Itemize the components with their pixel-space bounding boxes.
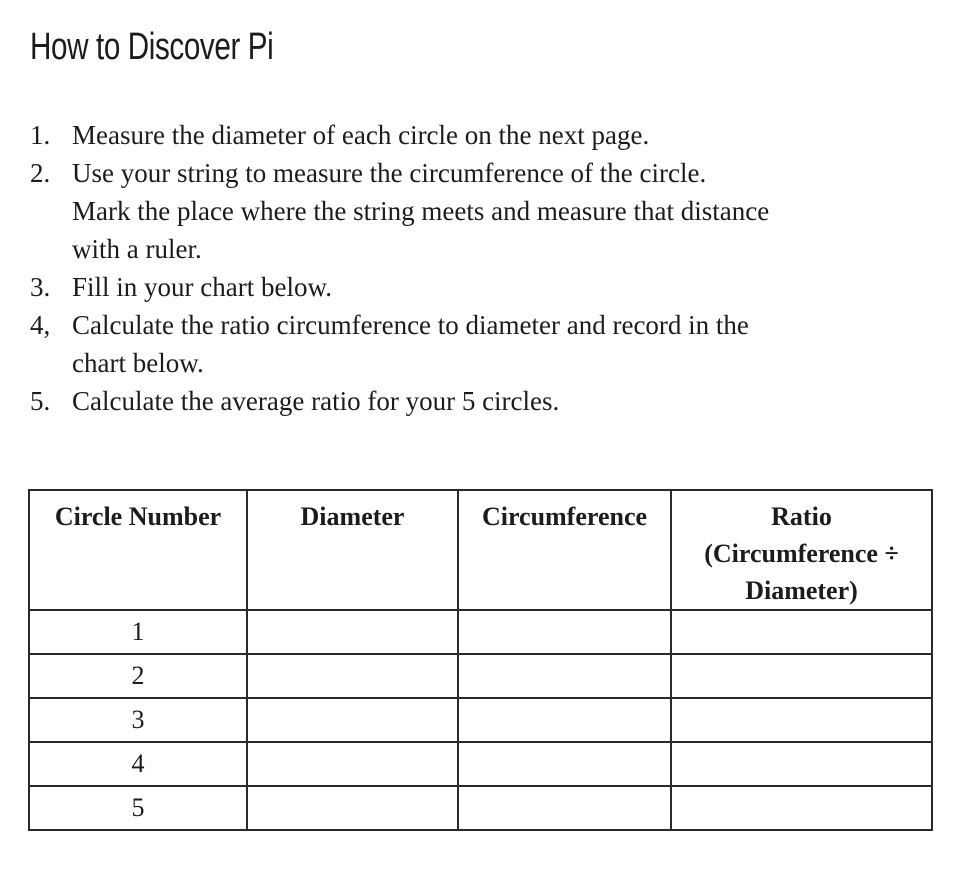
- step-text: Use your string to measure the circumference of the circle.: [72, 158, 707, 188]
- step-number: 2.: [30, 158, 51, 188]
- header-circumference: [458, 490, 671, 610]
- step-text: Calculate the average ratio for your 5 circles.: [72, 386, 560, 416]
- pi-chart-table: [28, 489, 933, 831]
- table-row: [29, 742, 932, 786]
- header-label: Circumference: [481, 502, 648, 531]
- table-header-row: [29, 490, 932, 610]
- step-number: 3.: [30, 272, 51, 302]
- header-label: Ratio: [771, 502, 832, 531]
- instructions-list: [30, 116, 930, 420]
- table-row: [29, 786, 932, 830]
- cell-ratio[interactable]: [671, 654, 932, 698]
- header-diameter: [247, 490, 458, 610]
- cell-diameter[interactable]: [247, 698, 458, 742]
- step-text: Fill in your chart below.: [72, 272, 332, 302]
- cell-diameter[interactable]: [247, 610, 458, 654]
- cell-circle-number: 2: [29, 654, 247, 698]
- table-row: [29, 698, 932, 742]
- step-item: [30, 306, 930, 382]
- header-label: Diameter: [300, 502, 405, 531]
- header-ratio: [671, 490, 932, 610]
- step-number: 5.: [30, 386, 51, 416]
- cell-circle-number: 1: [29, 610, 247, 654]
- step-item: [30, 116, 930, 154]
- cell-ratio[interactable]: [671, 610, 932, 654]
- step-item: [30, 268, 930, 306]
- cell-diameter[interactable]: [247, 654, 458, 698]
- cell-circumference[interactable]: [458, 742, 671, 786]
- cell-circle-number: 5: [29, 786, 247, 830]
- step-number: 4,: [30, 310, 51, 340]
- header-label: (Circumference ÷: [704, 539, 899, 568]
- page-title: How to Discover Pi: [30, 26, 274, 68]
- step-text: with a ruler.: [72, 234, 202, 264]
- cell-ratio[interactable]: [671, 742, 932, 786]
- cell-circle-number: 3: [29, 698, 247, 742]
- cell-diameter[interactable]: [247, 786, 458, 830]
- step-item: [30, 382, 930, 420]
- step-text: Mark the place where the string meets and measure that distance: [72, 196, 770, 226]
- step-text: Measure the diameter of each circle on the next page.: [72, 120, 650, 150]
- cell-circle-number: 4: [29, 742, 247, 786]
- step-text: chart below.: [72, 348, 204, 378]
- table-row: [29, 610, 932, 654]
- cell-diameter[interactable]: [247, 742, 458, 786]
- step-number: 1.: [30, 120, 51, 150]
- table-row: [29, 654, 932, 698]
- cell-circumference[interactable]: [458, 698, 671, 742]
- header-circle-number: [29, 490, 247, 610]
- cell-ratio[interactable]: [671, 698, 932, 742]
- cell-circumference[interactable]: [458, 610, 671, 654]
- header-label: Circle Number: [54, 502, 222, 531]
- cell-ratio[interactable]: [671, 786, 932, 830]
- step-text: Calculate the ratio circumference to diameter and record in the: [72, 310, 749, 340]
- cell-circumference[interactable]: [458, 786, 671, 830]
- cell-circumference[interactable]: [458, 654, 671, 698]
- header-label: Diameter): [745, 576, 858, 605]
- step-item: [30, 154, 930, 268]
